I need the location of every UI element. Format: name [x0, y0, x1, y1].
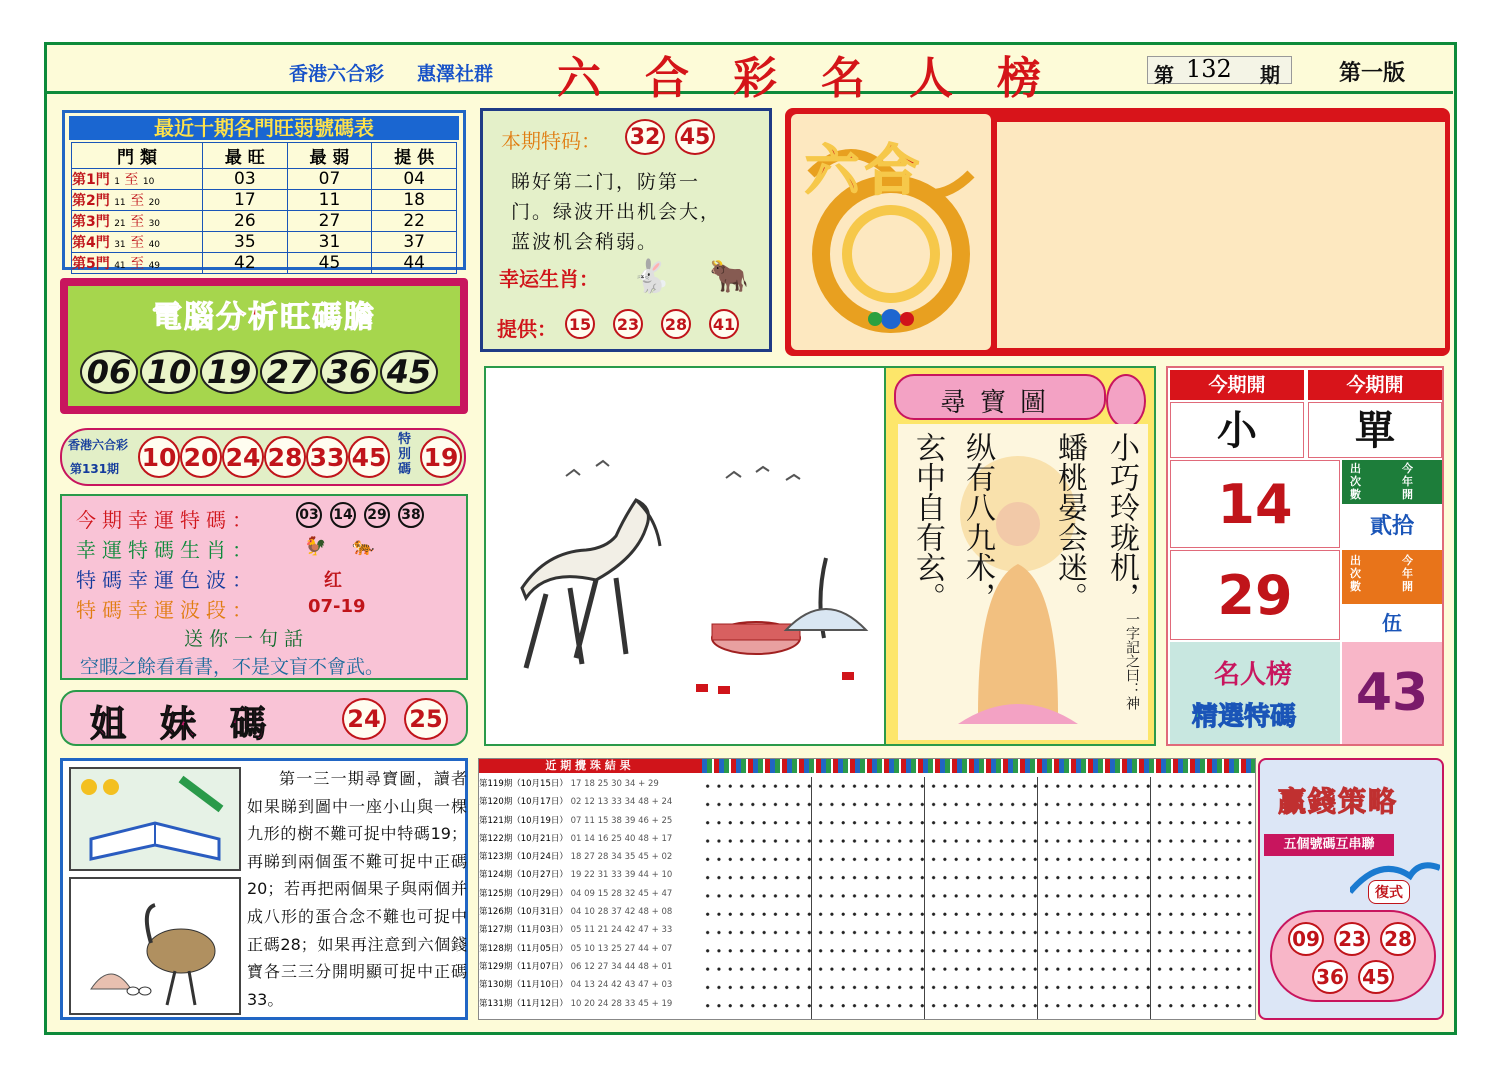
door-to: 30 [148, 219, 161, 229]
history-row-numbers: 04 13 24 42 43 47 + 03 [570, 980, 673, 991]
table-row [72, 190, 457, 211]
result-number-2 [1170, 550, 1340, 640]
sister-panel [60, 690, 468, 746]
door-from: 31 [114, 240, 126, 250]
ostrich-image [69, 877, 241, 1015]
cold-cell: 31 [287, 232, 372, 253]
hot-cell: 26 [203, 211, 288, 232]
result-size: 小 [1170, 402, 1304, 458]
banner-blank [997, 122, 1445, 348]
number-ball: 09 [1288, 922, 1324, 956]
famous-label: 名人榜 [1214, 660, 1293, 690]
history-row-numbers: 02 12 13 33 34 48 + 24 [570, 797, 673, 808]
door-to-word: 至 [130, 214, 145, 230]
hotcold-header: 最 旺 [203, 143, 288, 169]
history-row-label: 第129期（11月07日） [479, 961, 568, 972]
issue-suffix: 期 [1260, 63, 1280, 87]
banner-panel [785, 108, 1450, 356]
book-image [69, 767, 241, 871]
count-label-text: 今年開 [1402, 462, 1413, 501]
number-ball: 41 [709, 309, 739, 339]
history-row-numbers: 04 10 28 37 42 48 + 08 [570, 907, 673, 918]
lucky-line4-label: 特碼幸運波段： [76, 598, 258, 622]
hotcold-header: 最 弱 [287, 143, 372, 169]
history-row [479, 976, 697, 994]
computer-panel [60, 278, 468, 414]
number-ball: 03 [296, 502, 322, 528]
last-draw-panel [60, 428, 466, 486]
history-row-label: 第123期（10月24日） [479, 852, 568, 863]
history-row [479, 866, 697, 884]
banner-text: 六合 [805, 139, 925, 202]
cold-cell: 45 [287, 253, 372, 274]
door-cell [72, 232, 203, 253]
history-row-numbers: 19 22 31 33 39 44 + 10 [570, 870, 673, 881]
count-label-2 [1342, 550, 1442, 604]
number-ball: 10 [138, 436, 180, 478]
history-row-label: 第131期（11月12日） [479, 998, 568, 1009]
banner-art [791, 114, 991, 350]
door-to-word: 至 [124, 172, 139, 188]
cold-cell: 27 [287, 211, 372, 232]
number-ball: 15 [565, 309, 595, 339]
famous-sub-label: 精選特碼 [1192, 702, 1297, 732]
history-row-label: 第126期（10月31日） [479, 907, 568, 918]
number-ball: 36 [1312, 960, 1348, 994]
door-cell [72, 190, 203, 211]
hot-cell: 42 [203, 253, 288, 274]
number-ball: 27 [260, 350, 318, 394]
header-group: 惠澤社群 [417, 63, 494, 85]
hotcold-header-row [72, 143, 457, 169]
lucky-line3-label: 特碼幸運色波： [76, 568, 258, 592]
hot-cell: 17 [203, 190, 288, 211]
give-cell: 37 [372, 232, 457, 253]
history-row-numbers: 05 10 13 25 27 44 + 07 [570, 943, 673, 954]
history-color-strip [697, 759, 1255, 773]
door-to: 20 [148, 198, 161, 208]
door-name: 第2門 [72, 193, 110, 209]
count-value-2: 伍 [1382, 611, 1402, 635]
cold-cell: 07 [287, 169, 372, 190]
scroll-curl-icon [1106, 374, 1146, 428]
treasure-column: 玄中自有玄。 [910, 432, 945, 612]
give-label: 提供： [497, 317, 557, 341]
book-icon [71, 769, 239, 869]
hotcold-table [71, 142, 457, 274]
treasure-panel [884, 366, 1156, 746]
table-row [72, 232, 457, 253]
count-value-1: 貳拾 [1369, 514, 1414, 539]
hotcold-header: 提 供 [372, 143, 457, 169]
lucky-phrase-title: 送你一句話 [184, 628, 310, 650]
grid-divider [811, 777, 812, 1019]
number-ball: 28 [264, 436, 306, 478]
history-row [479, 775, 697, 793]
strategy-subtitle: 五個號碼互串聯 [1264, 834, 1394, 856]
history-row-numbers: 18 27 28 34 35 45 + 02 [570, 852, 673, 863]
treasure-note: 一字記之曰：神 [1124, 612, 1140, 710]
table-row [72, 211, 457, 232]
rabbit-icon: 🐇 [631, 257, 671, 295]
lucky-range-value: 07-19 [308, 596, 366, 617]
history-row-numbers: 06 12 27 34 44 48 + 01 [570, 961, 673, 972]
hotcold-panel [62, 110, 466, 273]
door-to-word: 至 [130, 193, 145, 209]
give-numbers [565, 309, 739, 339]
number-ball: 36 [320, 350, 378, 394]
page-title: 六合彩名人榜 [557, 53, 1085, 104]
count-label-text: 出次數 [1350, 462, 1361, 501]
history-row [479, 940, 697, 958]
history-row [479, 885, 697, 903]
result-header-parity: 今期開 [1308, 370, 1442, 400]
history-row [479, 921, 697, 939]
horse-picture [484, 366, 886, 746]
give-cell: 22 [372, 211, 457, 232]
history-row-numbers: 10 20 24 28 33 45 + 19 [570, 998, 673, 1009]
result-header-size: 今期開 [1170, 370, 1304, 400]
history-row [479, 995, 697, 1013]
door-to: 49 [148, 261, 161, 271]
hot-cell: 35 [203, 232, 288, 253]
door-to: 40 [148, 240, 161, 250]
edition-label: 第一版 [1339, 61, 1406, 86]
number-ball: 06 [80, 350, 138, 394]
lucky-phrase: 空暇之餘看看書，不是文盲不會武。 [80, 656, 385, 678]
computer-inner [68, 286, 460, 406]
history-row-numbers: 01 14 16 25 40 48 + 17 [570, 833, 673, 844]
strategy-title: 贏錢策略 [1278, 785, 1399, 818]
issue-prefix: 第 [1154, 63, 1174, 87]
door-cell [72, 169, 203, 190]
lucky-panel [60, 494, 468, 680]
history-row-label: 第122期（10月21日） [479, 833, 568, 844]
computer-numbers [80, 350, 450, 394]
hotcold-header: 門 類 [72, 143, 203, 169]
history-row-numbers: 04 09 15 28 32 45 + 47 [570, 888, 673, 899]
number-ball: 28 [1380, 922, 1416, 956]
door-name: 第5門 [72, 256, 110, 272]
door-from: 41 [114, 261, 126, 271]
result-number-1 [1170, 460, 1340, 548]
number-ball: 45 [675, 119, 715, 155]
result-parity: 單 [1308, 402, 1442, 458]
door-to: 10 [142, 177, 155, 187]
grid-divider [1037, 777, 1038, 1019]
special-text-line2: 门。绿波开出机会大， [511, 201, 722, 223]
special-label: 特別碼 [398, 432, 412, 477]
history-row-label: 第125期（10月29日） [479, 888, 568, 899]
give-cell: 18 [372, 190, 457, 211]
history-rows [479, 775, 697, 1013]
special-text-line3: 蓝波机会稍弱。 [511, 231, 659, 253]
strategy-panel [1258, 758, 1444, 1020]
number-ball: 24 [342, 698, 386, 740]
number-ball: 14 [330, 502, 356, 528]
header-bar [47, 46, 1453, 104]
history-row-label: 第128期（11月05日） [479, 943, 568, 954]
number-ball: 38 [398, 502, 424, 528]
number-ball: 29 [364, 502, 390, 528]
treasure-column: 纵有八九术， [960, 432, 995, 612]
lucky-line2-label: 幸運特碼生肖： [76, 538, 258, 562]
number-ball: 19 [200, 350, 258, 394]
results-panel [1166, 366, 1444, 746]
history-dot-grid [699, 777, 1255, 1019]
door-cell [72, 211, 203, 232]
history-row-label: 第127期（11月03日） [479, 925, 568, 936]
history-row [479, 848, 697, 866]
give-cell: 44 [372, 253, 457, 274]
give-cell: 04 [372, 169, 457, 190]
lucky-line1-label: 今期幸運特碼： [76, 508, 258, 532]
zodiac-label: 幸运生肖： [499, 267, 599, 291]
door-cell [72, 253, 203, 274]
special-ball: 19 [420, 436, 462, 478]
history-row-label: 第120期（10月17日） [479, 797, 568, 808]
number-ball: 10 [140, 350, 198, 394]
number-ball: 20 [180, 436, 222, 478]
ostrich-icon [71, 879, 239, 1013]
number-ball: 45 [1358, 960, 1394, 994]
history-row-label: 第124期（10月27日） [479, 870, 568, 881]
famous-number: 43 [1342, 642, 1442, 744]
lucky-numbers [296, 502, 424, 528]
history-panel [478, 758, 1256, 1020]
header-source: 香港六合彩 [289, 63, 385, 85]
treasure-column: 小巧玲珑机， [1104, 432, 1139, 612]
table-row [72, 169, 457, 190]
history-row-label: 第130期（11月10日） [479, 980, 568, 991]
strategy-badge: 復式 [1368, 880, 1410, 904]
lucky-color-value: 红 [324, 570, 342, 591]
hot-cell: 03 [203, 169, 288, 190]
history-row [479, 958, 697, 976]
history-row-label: 第119期（10月15日） [479, 779, 568, 789]
door-from: 1 [114, 177, 120, 187]
hotcold-title: 最近十期各門旺弱號碼表 [69, 116, 459, 140]
issue-box [1147, 55, 1292, 87]
number-ball: 24 [222, 436, 264, 478]
number-ball: 45 [348, 436, 390, 478]
count-label-text: 今年開 [1402, 554, 1413, 593]
treasure-body [898, 424, 1148, 740]
history-row [479, 903, 697, 921]
number-ball: 28 [661, 309, 691, 339]
strategy-number-pool [1270, 910, 1436, 1002]
sister-label: 姐妹碼 [90, 704, 301, 745]
last-draw-numbers [138, 436, 390, 478]
famous-box [1170, 642, 1340, 744]
door-to-word: 至 [130, 235, 145, 251]
result-number-value: 14 [1217, 473, 1293, 536]
tiger-icon: 🐅 [352, 536, 375, 557]
door-name: 第1門 [72, 172, 110, 188]
history-row-numbers: 05 11 21 24 42 47 + 33 [570, 925, 673, 936]
result-number-value: 29 [1217, 564, 1293, 627]
history-row-label: 第121期（10月19日） [479, 815, 568, 826]
door-to-word: 至 [130, 256, 145, 272]
history-row [479, 793, 697, 811]
number-ball: 45 [380, 350, 438, 394]
story-panel [60, 758, 468, 1020]
rooster-icon: 🐓 [304, 536, 327, 557]
number-ball: 23 [1334, 922, 1370, 956]
table-row [72, 253, 457, 274]
number-ball: 32 [625, 119, 665, 155]
grid-divider [1150, 777, 1151, 1019]
treasure-scroll [894, 374, 1106, 420]
grid-divider [924, 777, 925, 1019]
door-from: 11 [114, 198, 126, 208]
door-from: 21 [114, 219, 126, 229]
count-label-1 [1342, 460, 1442, 504]
history-row-numbers: 07 11 15 38 39 46 + 25 [570, 815, 673, 826]
number-ball: 25 [404, 698, 448, 740]
horse-illustration-icon [486, 368, 884, 744]
door-name: 第4門 [72, 235, 110, 251]
special-label: 本期特码： [501, 129, 601, 153]
special-text-line1: 睇好第二门，防第一 [511, 171, 701, 193]
history-row-numbers: 17 18 25 30 34 + 29 [570, 779, 659, 789]
ox-icon: 🐂 [709, 257, 749, 295]
history-row [479, 812, 697, 830]
history-row [479, 830, 697, 848]
door-name: 第3門 [72, 214, 110, 230]
number-ball: 23 [613, 309, 643, 339]
computer-title: 電腦分析旺碼膽 [152, 300, 376, 335]
last-draw-label: 香港六合彩 [68, 438, 129, 452]
treasure-column: 蟠桃晏会迷。 [1052, 432, 1087, 612]
last-draw-issue: 第131期 [70, 462, 120, 476]
count-label-text: 出次數 [1350, 554, 1361, 593]
cold-cell: 11 [287, 190, 372, 211]
treasure-title: 尋寶圖 [940, 388, 1061, 418]
number-ball: 33 [306, 436, 348, 478]
story-text: 第一三一期尋寶圖，讀者如果睇到圖中一座小山與一棵九形的樹不難可捉中特碼19；再睇到兩個蛋不難可捉中正碼20；若再把兩個果子與兩個并成八形的蛋合念不難也可捉中正碼28；如果再注意到六個錢寶各三三分開明顯可捉中正碼33。 [247, 769, 467, 1009]
special-panel [480, 108, 772, 352]
issue-number: 132 [1186, 55, 1232, 83]
history-title: 近 期 攪 珠 結 果 [479, 759, 697, 773]
